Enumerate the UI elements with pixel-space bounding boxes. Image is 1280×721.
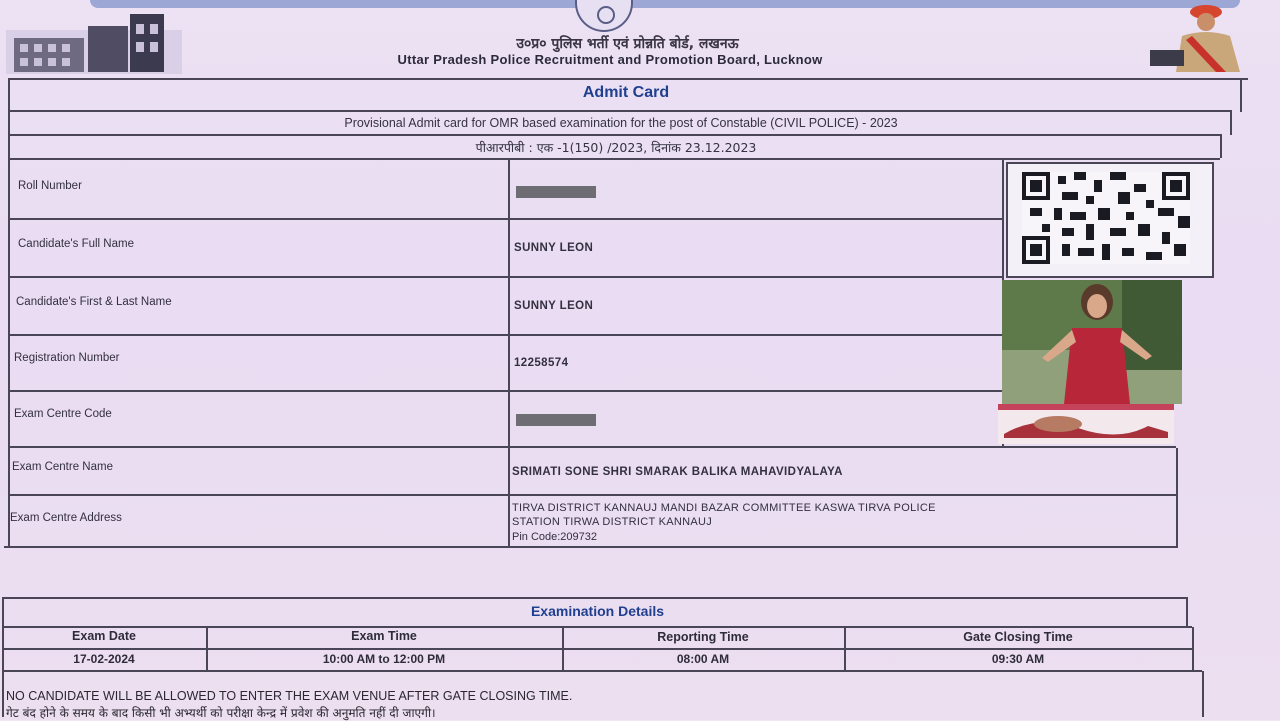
exam-date-header: Exam Date <box>72 629 136 643</box>
board-title-english: Uttar Pradesh Police Recruitment and Promotion Board, Lucknow <box>397 52 823 67</box>
row-divider <box>8 494 1176 496</box>
exam-centre-name-label: Exam Centre Name <box>12 461 113 473</box>
divider <box>2 648 1192 650</box>
registration-number-value: 12258574 <box>514 357 569 369</box>
exam-time-value: 10:00 AM to 12:00 PM <box>322 652 446 666</box>
full-name-label: Candidate's Full Name <box>18 238 134 250</box>
divider <box>2 626 1192 628</box>
reporting-time-header: Reporting Time <box>657 630 749 644</box>
exam-centre-name-value: SRIMATI SONE SHRI SMARAK BALIKA MAHAVIDYALAYA <box>512 466 843 478</box>
exam-table-right-border <box>1192 627 1194 671</box>
first-last-name-label: Candidate's First & Last Name <box>16 296 172 308</box>
row-divider <box>8 390 1002 392</box>
row-divider <box>8 276 1002 278</box>
row-divider <box>8 446 1176 448</box>
row-divider <box>8 334 1002 336</box>
row-divider <box>8 218 1002 220</box>
exam-time-header: Exam Time <box>351 629 417 643</box>
divider <box>10 110 1230 112</box>
divider <box>10 134 1220 136</box>
exam-date-value: 17-02-2024 <box>73 652 135 666</box>
exam-centre-code-label: Exam Centre Code <box>14 408 112 420</box>
header-divider <box>8 78 1248 80</box>
registration-number-label: Registration Number <box>14 352 120 364</box>
top-color-band <box>90 0 1240 8</box>
gate-closing-notice-english: NO CANDIDATE WILL BE ALLOWED TO ENTER THE EXAM VENUE AFTER GATE CLOSING TIME. <box>6 689 573 703</box>
exam-centre-address-label: Exam Centre Address <box>10 512 122 524</box>
exam-table-right-border <box>1202 671 1204 717</box>
gate-closing-time-value: 09:30 AM <box>991 652 1045 666</box>
table-right-border-lower <box>1176 448 1178 548</box>
table-column-divider <box>508 158 510 548</box>
candidate-photo <box>1002 280 1182 404</box>
roll-number-label: Roll Number <box>18 180 82 192</box>
qr-code-icon <box>1022 172 1190 264</box>
reporting-time-value: 08:00 AM <box>676 652 730 666</box>
full-name-value: SUNNY LEON <box>514 242 594 254</box>
board-title-hindi: उ०प्र० पुलिस भर्ती एवं प्रोन्नति बोर्ड, लखनऊ <box>516 36 739 52</box>
table-bottom-border <box>4 546 1178 548</box>
first-last-name-value: SUNNY LEON <box>514 300 594 312</box>
exam-centre-address-line: STATION TIRWA DISTRICT KANNAUJ <box>512 516 713 528</box>
candidate-signature-image <box>998 404 1174 444</box>
divider <box>2 670 1202 672</box>
exam-centre-address-line: TIRVA DISTRICT KANNAUJ MANDI BAZAR COMMITTEE KASWA TIRVA POLICE <box>512 502 936 514</box>
roll-number-redacted <box>516 186 596 198</box>
admit-card-title: Admit Card <box>582 84 670 101</box>
exam-centre-code-redacted <box>516 414 596 426</box>
gate-closing-notice-hindi: गेट बंद होने के समय के बाद किसी भी अभ्यर्थी को परीक्षा केन्द्र में प्रवेश की अनुमति नहीं दी जाएगी। <box>6 706 436 720</box>
examination-details-title: Examination Details <box>530 603 665 619</box>
exam-table-right-border <box>1186 597 1188 627</box>
admit-card-subtitle: Provisional Admit card for OMR based examination for the post of Constable (CIVIL POLICE) - 2023 <box>344 116 898 130</box>
exam-table-top-border <box>2 597 1186 599</box>
board-emblem-icon <box>575 0 633 32</box>
table-left-border <box>8 158 10 546</box>
advertisement-reference: पीआरपीबी : एक -1(150) /2023, दिनांक 23.12.2023 <box>475 140 757 155</box>
exam-centre-pincode: Pin Code:209732 <box>512 531 598 543</box>
gate-closing-time-header: Gate Closing Time <box>963 630 1073 644</box>
divider <box>10 158 1220 160</box>
